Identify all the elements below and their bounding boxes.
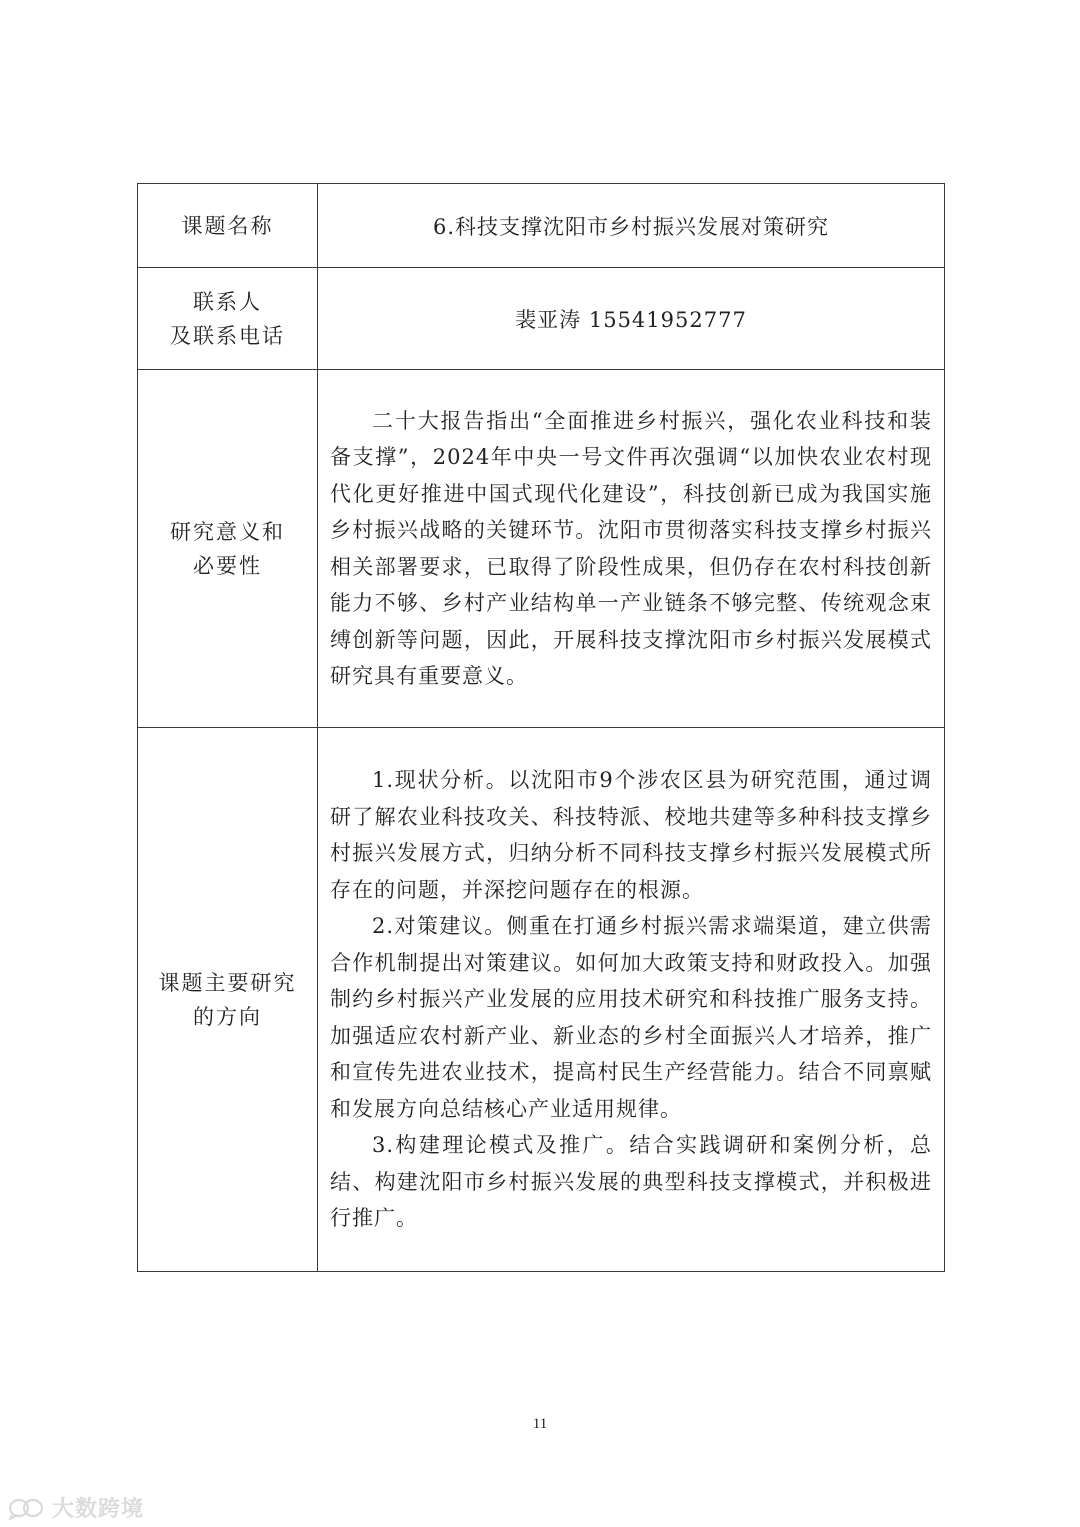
directions-paragraph-3: 3.构建理论模式及推广。结合实践调研和案例分析，总结、构建沈阳市乡村振兴发展的典型科技支撑模式，并积极进行推广。 [330,1133,932,1231]
content-cell-directions [318,728,945,1272]
table-row-contact [138,268,945,370]
page-number: 11 [532,1416,548,1432]
significance-paragraph: 二十大报告指出“全面推进乡村振兴，强化农业科技和装备支撑”，2024年中央一号文件再次强调“以加快农业农村现代化更好推进中国式现代化建设”，科技创新已成为我国实施乡村振兴战略的关键环节。沈阳市贯彻落实科技支撑乡村振兴相关部署要求，已取得了阶段性成果，但仍存在农村科技创新能力不够、乡村产业结构单一产业链条不够完整、传统观念束缚创新等问题，因此，开展科技支撑沈阳市乡村振兴发展模式研究具有重要意义。 [330,408,932,688]
speech-bubble-logo-icon [8,1496,46,1520]
title-label: 课题名称 [181,213,274,238]
contact-label-line1: 联系人 [193,289,262,314]
label-cell-directions [138,728,318,1272]
significance-label-line1: 研究意义和 [170,519,285,544]
directions-text [318,752,944,1247]
topic-title: 6.科技支撑沈阳市乡村振兴发展对策研究 [432,214,830,239]
label-cell-contact [138,268,318,370]
content-cell-significance [318,370,945,728]
content-cell-contact [318,268,945,370]
contact-value: 裴亚涛 15541952777 [515,307,747,332]
table-row-title [138,184,945,268]
topic-table [137,183,945,1272]
directions-label-line2: 的方向 [193,1004,262,1029]
directions-paragraph-1: 1.现状分析。以沈阳市9个涉农区县为研究范围，通过调研了解农业科技攻关、科技特派、校地共建等多种科技支撑乡村振兴发展方式，归纳分析不同科技支撑乡村振兴发展模式所存在的问题，并深挖问题存在的根源。 [330,768,932,902]
directions-paragraph-2: 2.对策建议。侧重在打通乡村振兴需求端渠道，建立供需合作机制提出对策建议。如何加大政策支持和财政投入。加强制约乡村振兴产业发展的应用技术研究和科技推广服务支持。加强适应农村新产业、新业态的乡村全面振兴人才培养，推广和宣传先进农业技术，提高村民生产经营能力。结合不同禀赋和发展方向总结核心产业适用规律。 [330,914,932,1121]
watermark-text: 大数跨境 [52,1497,145,1522]
significance-text [318,393,944,705]
contact-label-line2: 及联系电话 [170,323,285,348]
directions-label-line1: 课题主要研究 [158,970,297,995]
table-row-directions [138,728,945,1272]
label-cell-title [138,184,318,268]
label-cell-significance [138,370,318,728]
significance-label-line2: 必要性 [193,553,262,578]
watermark [8,1492,144,1523]
content-cell-title [318,184,945,268]
table-row-significance [138,370,945,728]
